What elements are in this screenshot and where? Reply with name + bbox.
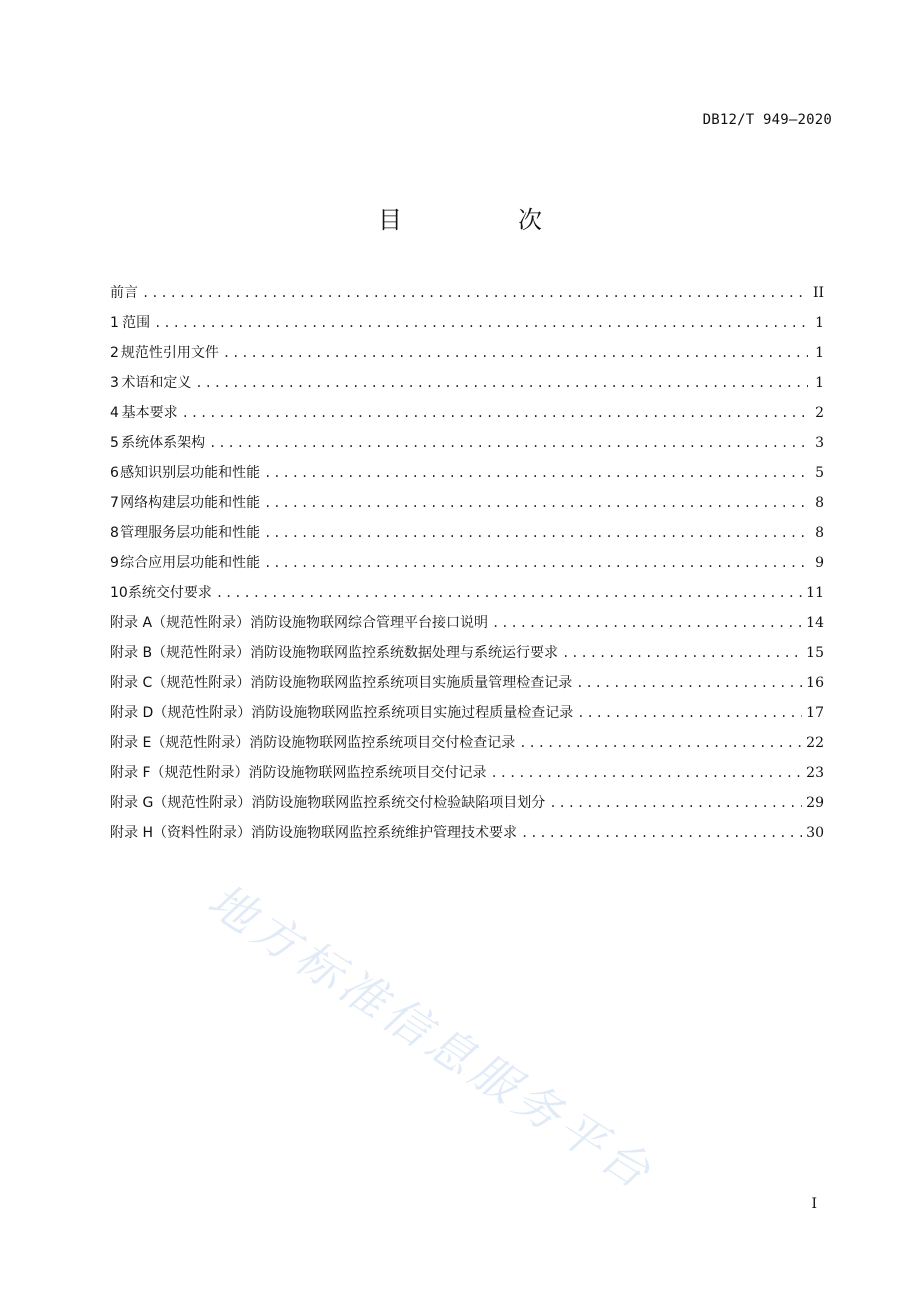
leader-dots (521, 820, 802, 846)
toc-entry-page: 9 (815, 555, 824, 571)
toc-annex-entry[interactable] (110, 606, 824, 636)
toc-entry-page: 8 (815, 495, 824, 511)
toc-entry-label: 综合应用层功能和性能 (120, 555, 261, 571)
toc-entry-label: 术语和定义 (121, 375, 192, 391)
toc-annex-entry[interactable] (110, 636, 824, 666)
toc-entry-label: 管理服务层功能和性能 (120, 525, 261, 541)
toc-annex-entry[interactable] (110, 816, 824, 846)
toc-entry-page: 8 (815, 525, 824, 541)
toc-annex-entry[interactable] (110, 696, 824, 726)
toc-entry-page: 30 (806, 825, 824, 841)
toc-entry-label: 消防设施物联网监控系统项目实施质量管理检查记录 (250, 675, 573, 691)
toc-entry-number: 7 (110, 495, 119, 511)
toc-entry[interactable] (110, 396, 824, 426)
toc-entry-page: II (812, 285, 824, 301)
toc-entry-label: 系统交付要求 (127, 585, 212, 601)
toc-entry-page: 1 (815, 345, 824, 361)
toc-entry-page: 1 (815, 315, 824, 331)
toc-entry-label: 消防设施物联网监控系统数据处理与系统运行要求 (250, 645, 559, 661)
leader-dots (562, 640, 802, 666)
leader-dots (576, 670, 802, 696)
annex-prefix: 附录 E（规范性附录） (110, 735, 250, 751)
toc-entry[interactable] (110, 366, 824, 396)
toc-entry-page: 29 (806, 795, 824, 811)
page-title: 目 次 (378, 206, 588, 234)
leader-dots (519, 730, 802, 756)
toc-entry-number: 3 (110, 375, 119, 391)
toc-entry-label: 消防设施物联网综合管理平台接口说明 (250, 615, 489, 631)
toc-entry-number: 9 (110, 555, 119, 571)
toc-entry-page: 14 (806, 615, 824, 631)
toc-entry-page: 23 (806, 765, 824, 781)
table-of-contents (110, 276, 824, 846)
leader-dots (264, 490, 808, 516)
leader-dots (195, 370, 808, 396)
leader-dots (216, 580, 802, 606)
toc-entry-label: 系统体系架构 (121, 435, 206, 451)
leader-dots (264, 550, 808, 576)
toc-entry[interactable] (110, 576, 824, 606)
toc-entry-page: 3 (815, 435, 824, 451)
leader-dots (142, 280, 808, 306)
toc-annex-entry[interactable] (110, 666, 824, 696)
document-code: DB12/T 949—2020 (702, 112, 832, 128)
toc-entry-label: 网络构建层功能和性能 (120, 495, 261, 511)
leader-dots (264, 520, 808, 546)
toc-entry-page: 1 (815, 375, 824, 391)
toc-entry-label: 范围 (122, 315, 151, 331)
toc-entry-number: 2 (110, 345, 119, 361)
toc-entry-label: 消防设施物联网监控系统维护管理技术要求 (250, 825, 517, 841)
toc-entry-page: 22 (806, 735, 824, 751)
leader-dots (264, 460, 808, 486)
toc-entry-page: 2 (815, 405, 824, 421)
annex-prefix: 附录 B（规范性附录） (110, 645, 251, 661)
toc-entry-number: 10 (110, 585, 128, 601)
toc-entry-label: 消防设施物联网监控系统项目交付检查记录 (249, 735, 516, 751)
toc-entry-foreword[interactable] (110, 276, 824, 306)
leader-dots (491, 760, 803, 786)
toc-annex-entry[interactable] (110, 786, 824, 816)
annex-prefix: 附录 D（规范性附录） (110, 705, 252, 721)
toc-entry[interactable] (110, 426, 824, 456)
annex-prefix: 附录 G（规范性附录） (110, 795, 252, 811)
toc-entry-page: 17 (806, 705, 824, 721)
toc-entry[interactable] (110, 546, 824, 576)
leader-dots (577, 700, 802, 726)
toc-entry-page: 5 (815, 465, 824, 481)
leader-dots (154, 310, 808, 336)
annex-prefix: 附录 C（规范性附录） (110, 675, 251, 691)
toc-annex-entry[interactable] (110, 756, 824, 786)
annex-prefix: 附录 H（资料性附录） (110, 825, 251, 841)
toc-entry-page: 11 (806, 585, 824, 601)
toc-entry[interactable] (110, 306, 824, 336)
toc-entry[interactable] (110, 516, 824, 546)
leader-dots (209, 430, 808, 456)
leader-dots (182, 400, 808, 426)
toc-entry-label: 基本要求 (121, 405, 178, 421)
toc-entry-label: 消防设施物联网监控系统项目交付记录 (248, 765, 487, 781)
toc-entry-page: 16 (806, 675, 824, 691)
toc-entry-number: 5 (110, 435, 119, 451)
toc-entry-number: 6 (110, 465, 119, 481)
toc-entry-number: 4 (110, 405, 119, 421)
toc-entry[interactable] (110, 486, 824, 516)
leader-dots (223, 340, 808, 366)
toc-entry[interactable] (110, 456, 824, 486)
annex-prefix: 附录 A（规范性附录） (110, 615, 251, 631)
toc-entry-number: 8 (110, 525, 119, 541)
toc-entry-label: 感知识别层功能和性能 (120, 465, 261, 481)
page-number: I (811, 1196, 817, 1212)
toc-entry[interactable] (110, 336, 824, 366)
toc-annex-entry[interactable] (110, 726, 824, 756)
toc-entry-page: 15 (806, 645, 824, 661)
annex-prefix: 附录 F（规范性附录） (110, 765, 249, 781)
watermark: 地方标准信息服务平台 (198, 872, 665, 1202)
leader-dots (492, 610, 802, 636)
toc-entry-label: 规范性引用文件 (120, 345, 219, 361)
leader-dots (549, 790, 802, 816)
toc-entry-label: 前言 (110, 285, 138, 301)
toc-entry-number: 1 (110, 315, 119, 331)
toc-entry-label: 消防设施物联网监控系统交付检验缺陷项目划分 (251, 795, 546, 811)
toc-entry-label: 消防设施物联网监控系统项目实施过程质量检查记录 (251, 705, 574, 721)
